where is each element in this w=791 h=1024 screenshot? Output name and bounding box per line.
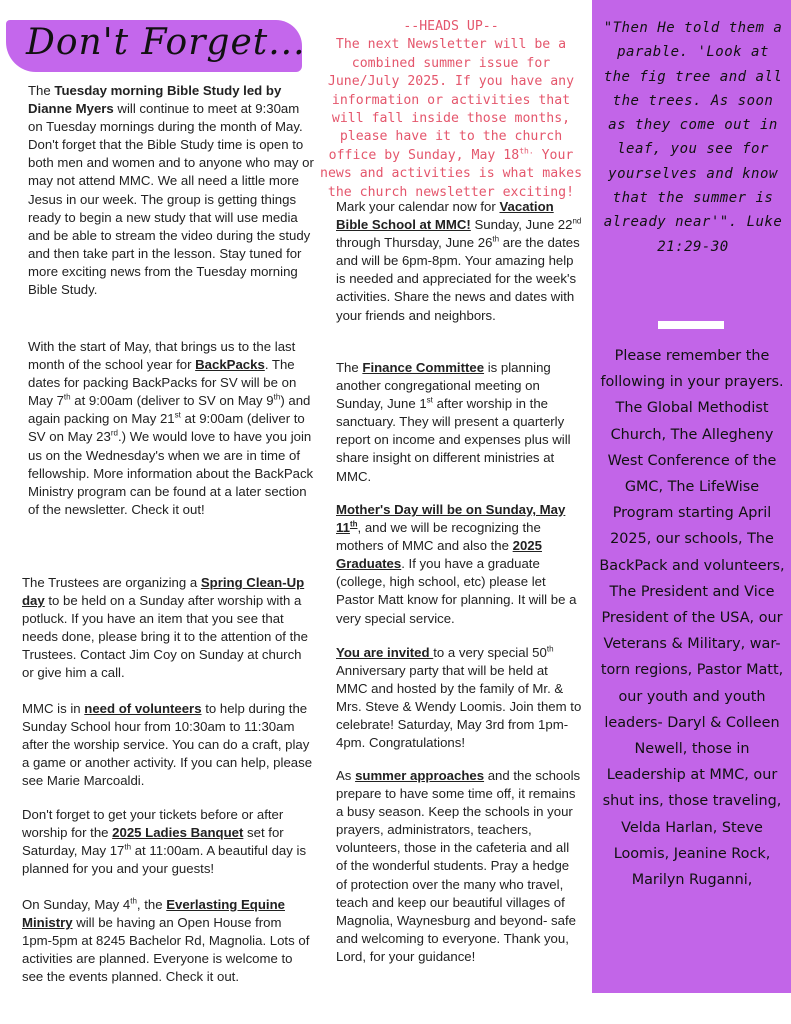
scripture-verse: "Then He told them a parable. 'Look at the fig tree and all the trees. As soon as they come out in leaf, you see for yourselves and know that the summer is already near'". Luke 21:29-30: [603, 20, 783, 255]
text: The Trustees are organizing a: [22, 575, 201, 590]
backpacks-heading: BackPacks: [195, 357, 265, 373]
spring-clean-up-heading: Spring Clean-Up day: [22, 575, 305, 609]
text: The: [28, 83, 55, 98]
sup: th: [492, 234, 500, 244]
text: MMC is in: [22, 701, 85, 716]
text: Anniversary party that will be held at MMC and hosted by the family of Mr. & Mrs. Steve & Wendy Loomis. Join them to celebrate! Saturday, May 3rd from 1pm-4pm. Congratulations!: [336, 663, 582, 751]
text: Don't forget to get your tickets before or after worship for the: [22, 807, 284, 841]
text: As: [336, 768, 356, 783]
sup: st: [426, 395, 433, 405]
text: With the start of May, that brings us to the last month of the school year for: [28, 339, 296, 373]
ladies-banquet-heading: 2025 Ladies Banquet: [112, 825, 244, 841]
summer-approaches-heading: summer approaches: [355, 768, 485, 783]
text: will be having an Open House from 1pm-5pm at 8245 Bachelor Rd, Magnolia. Lots of activities are planned. Everyone is welcome to see the events planned. Check it out.: [22, 915, 310, 985]
volunteers-paragraph: [22, 700, 314, 790]
backpacks-paragraph: [28, 338, 314, 519]
text: is planning another congregational meeting on Sunday, June 1: [336, 360, 551, 412]
clean-up-paragraph: [22, 574, 314, 683]
banquet-paragraph: [22, 806, 314, 878]
sup: rd: [110, 429, 118, 439]
vbs-heading: Vacation Bible School at MMC!: [336, 199, 554, 233]
text: .) We would love to have you join us on the Wednesday's when we are in time of fellowship. More information about the BackPack Ministry program can be found at a later section of the newsletter. Check it out!: [28, 429, 314, 517]
text: . The dates for packing BackPacks for SV will be on May 7: [28, 357, 297, 409]
graduates-heading: 2025 Graduates: [336, 538, 542, 572]
text: Sunday, June 22: [470, 217, 573, 233]
text: at 9:00am (deliver to SV on May 9: [70, 393, 274, 409]
text: set for Saturday, May 17: [22, 825, 284, 859]
text: to help during the Sunday School hour from 10:30am to 11:30am after the worship service. You can do a craft, play a game or another activity. If you can help, please see Marie Marcoaldi.: [22, 701, 313, 789]
sup: th: [130, 896, 137, 906]
text: to be held on a Sunday after worship with a potluck. If you have an item that you see that needs done, please bring it to the attention of the Trustees. Contact Jim Coy on Sunday at church or give him a call.: [22, 593, 308, 681]
bible-study-paragraph: [28, 82, 314, 299]
text: The: [336, 360, 363, 375]
text: will continue to meet at 9:30am on Tuesday mornings during the month of May. Don't forget that the Bible Study time is open to both men and women and to anyone who may or may not attend MMC. We all need a little more Jesus in our week. The group is getting things ready to begin a new study that will use media and be able to stream the video during the study and then take part in the lesson. Stay tuned for more exciting news from the Tuesday morning Bible Study.: [28, 101, 314, 298]
text: at 9:00am (deliver to SV on May 23: [28, 411, 305, 445]
text: to a very special 50: [433, 645, 547, 660]
sidebar-divider: [658, 321, 724, 329]
sup: th: [124, 842, 132, 852]
finance-paragraph: [336, 359, 582, 486]
summer-paragraph: [336, 767, 582, 966]
text: after worship in the sanctuary. They will present a quarterly report on income and expenses plus will share insight on different ministries at MMC.: [336, 396, 571, 484]
text: through Thursday, June 26: [336, 235, 493, 251]
finance-committee-heading: Finance Committee: [362, 360, 485, 375]
sup: th.: [519, 146, 534, 156]
equine-paragraph: [22, 896, 314, 986]
text: are the dates and will be 6pm-8pm. Your amazing help is needed and appreciated for the week's activities. Share the news and dates with your friends and neighbors.: [336, 235, 580, 323]
text: The next Newsletter will be a combined summer issue for June/July 2025. If you have any information or activities that will fall inside those months, please have it to the church office by Sunday, May 18: [327, 37, 575, 163]
text: and the schools prepare to have some time off, it remains a busy season. Keep the schools in your prayers, administrators, teachers, volunteers, those in the cafeteria and all of the wonderful students. Pray a hedge of protection over the many who travel, teach and keep our beautiful villages of Magnolia, Waynesburg and beyond- safe and welcoming to everyone. Thank you, Lord, for your guidance!: [336, 768, 581, 964]
heads-up-label: --HEADS UP--: [403, 19, 499, 34]
page-title: Don't Forget...: [26, 22, 306, 63]
bible-study-bold: Tuesday morning Bible Study led by Dianne Myers: [28, 83, 282, 117]
mothers-day-paragraph: [336, 501, 582, 628]
anniversary-paragraph: [336, 644, 582, 753]
text: . If you have a graduate (college, high school, etc) please let Pastor Matt know for planning. It will be a very special service.: [336, 556, 577, 626]
you-are-invited-heading: You are invited: [336, 645, 434, 660]
text: Mark your calendar now for: [336, 199, 500, 214]
text: Your news and activities is what makes the church newsletter exciting!: [320, 147, 583, 200]
prayer-list: Please remember the following in your prayers. The Global Methodist Church, The Allegheny West Conference of the GMC, The LifeWise Program starting April 2025, our schools, The BackPack and volunteers, The President and Vice President of the USA, our Veterans & Military, war-torn regions, Pastor Matt, our youth and youth leaders- Daryl & Colleen Newell, those in Leadership at MMC, our shut ins, those traveling, Velda Harlan, Steve Loomis, Jeanine Rock, Marilyn Ruganni,: [599, 348, 785, 889]
sup: th: [273, 392, 281, 402]
vbs-paragraph: [336, 198, 582, 325]
equine-ministry-heading: Everlasting Equine Ministry: [22, 897, 285, 931]
text: , and we will be recognizing the mothers of MMC and also the: [336, 520, 541, 554]
text: at 11:00am. A beautiful day is planned for you and your guests!: [22, 843, 307, 877]
mothers-day-heading: Mother's Day will be on Sunday, May 11: [336, 502, 566, 536]
sup: th: [349, 519, 358, 529]
text: , the: [136, 897, 167, 912]
sup: th: [546, 644, 554, 654]
volunteers-heading: need of volunteers: [84, 701, 202, 716]
heads-up-notice: [320, 18, 582, 202]
text: ) and again packing on May 21: [28, 393, 311, 427]
sup: th: [63, 392, 71, 402]
text: On Sunday, May 4: [22, 897, 131, 912]
sup: nd: [572, 216, 582, 226]
sup: st: [174, 410, 181, 420]
